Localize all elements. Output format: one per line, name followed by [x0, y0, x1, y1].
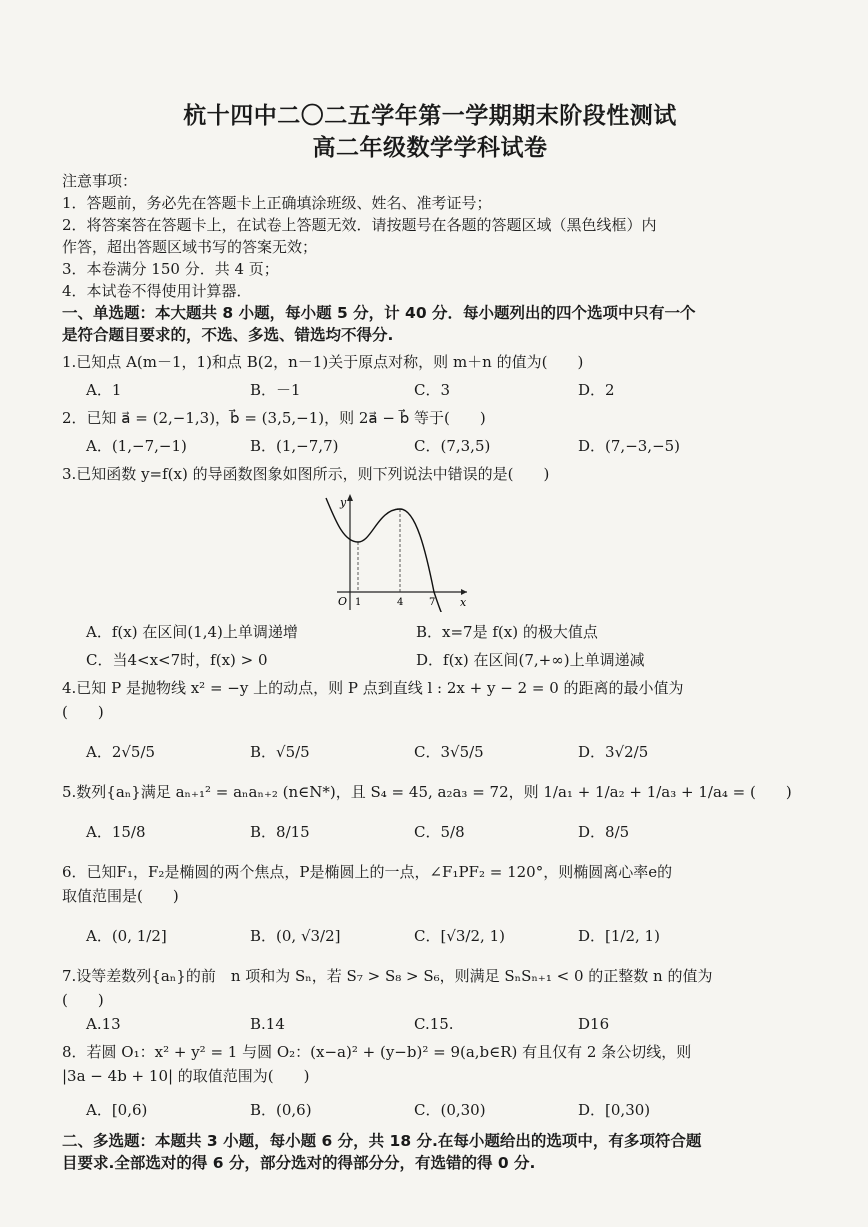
- option-a: A．15/8: [86, 823, 146, 841]
- options-row: [86, 620, 798, 644]
- question-7: [62, 964, 798, 1036]
- option-a: A．f(x) 在区间(1,4)上单调递增: [86, 623, 298, 641]
- question-6: [62, 860, 798, 960]
- exam-subtitle: 高二年级数学学科试卷: [312, 135, 548, 161]
- option-b: B．－1: [250, 381, 301, 399]
- question-8: [62, 1040, 798, 1122]
- option-d: D．[1/2, 1): [578, 927, 660, 945]
- origin-label: O: [338, 595, 348, 608]
- option-d: D．3√2/5: [578, 743, 649, 761]
- section2-block: [62, 1130, 798, 1174]
- option-c: C.15.: [414, 1015, 454, 1033]
- option-c: C．3√5/5: [414, 743, 484, 761]
- question-4: [62, 676, 798, 776]
- option-c: C．(7,3,5): [414, 437, 491, 455]
- options-row: [86, 912, 798, 960]
- option-d: D．2: [578, 381, 615, 399]
- option-b: B．√5/5: [250, 743, 310, 761]
- x-axis-arrow: [461, 589, 467, 595]
- question-stem-cont: |3a − 4b + 10| 的取值范围为( ): [62, 1067, 310, 1085]
- question-stem-cont: ( ): [62, 991, 104, 1009]
- note-item: 作答，超出答题区域书写的答案无效；: [62, 238, 318, 256]
- option-d: D．(7,−3,−5): [578, 437, 681, 455]
- derivative-graph-svg: [312, 492, 472, 612]
- options-row: [86, 648, 798, 672]
- option-a: A．(0, 1/2]: [86, 927, 167, 945]
- option-c: C．(0,30): [414, 1101, 486, 1119]
- question-stem: 8．若圆 O₁：x² + y² = 1 与圆 O₂：(x−a)² + (y−b)² = 9(a,b∈R) 有且仅有 2 条公切线，则: [62, 1043, 692, 1061]
- y-axis-label: y: [340, 496, 347, 509]
- option-b: B．(0,6): [250, 1101, 312, 1119]
- section2-heading: 二、多选题：本题共 3 小题，每小题 6 分，共 18 分.在每小题给出的选项中，有多项符合题: [62, 1132, 702, 1150]
- question-stem: 2．已知 a⃗ = (2,−1,3)，b⃗ = (3,5,−1)，则 2a⃗ − b⃗ 等于( ): [62, 409, 486, 427]
- question-stem: 4.已知 P 是抛物线 x² = −y 上的动点，则 P 点到直线 l : 2x + y − 2 = 0 的距离的最小值为: [62, 679, 684, 697]
- option-c: C．[√3/2, 1): [414, 927, 505, 945]
- question-stem: 5.数列{aₙ}满足 aₙ₊₁² = aₙaₙ₊₂ (n∈N*)，且 S₄ = 45, a₂a₃ = 72，则 1/a₁ + 1/a₂ + 1/a₃ + 1/a₄ = ( ): [62, 783, 792, 801]
- option-c: C．当4<x<7时，f(x) > 0: [86, 651, 268, 669]
- options-row: [86, 808, 798, 856]
- options-row: [86, 378, 798, 402]
- question-stem: 7.设等差数列{aₙ}的前 n 项和为 Sₙ，若 S₇ > S₈ > S₆，则满足 SₙSₙ₊₁ < 0 的正整数 n 的值为: [62, 967, 713, 985]
- section1-heading: 一、单选题：本大题共 8 小题，每小题 5 分，计 40 分．每小题列出的四个选项中只有一个: [62, 304, 696, 322]
- x-axis-label: x: [460, 596, 467, 609]
- option-a: A．(1,−7,−1): [86, 437, 187, 455]
- section1-heading-cont: 是符合题目要求的，不选、多选、错选均不得分.: [62, 326, 394, 344]
- question-stem: 3.已知函数 y=f(x) 的导函数图象如图所示，则下列说法中错误的是( ): [62, 465, 550, 483]
- question-stem-cont: ( ): [62, 703, 104, 721]
- options-row: [86, 1098, 798, 1122]
- option-d: D．[0,30): [578, 1101, 651, 1119]
- question-2: [62, 406, 798, 458]
- option-a: A．[0,6): [86, 1101, 148, 1119]
- exam-title: 杭十四中二〇二五学年第一学期期末阶段性测试: [183, 103, 677, 129]
- question-stem: 6．已知F₁，F₂是椭圆的两个焦点，P是椭圆上的一点，∠F₁PF₂ = 120°，则椭圆离心率e的: [62, 863, 673, 881]
- option-b: B．(0, √3/2]: [250, 927, 341, 945]
- option-c: C．3: [414, 381, 451, 399]
- note-item: 4．本试卷不得使用计算器．: [62, 282, 252, 300]
- question-3: [62, 462, 798, 672]
- question-1: [62, 350, 798, 402]
- note-item: 3．本卷满分 150 分．共 4 页；: [62, 260, 279, 278]
- options-row: [86, 728, 798, 776]
- option-d: D16: [578, 1015, 610, 1033]
- option-a: A.13: [86, 1015, 121, 1033]
- note-item: 2．将答案答在答题卡上，在试卷上答题无效．请按题号在各题的答题区域（黑色线框）内: [62, 216, 657, 234]
- option-b: B．(1,−7,7): [250, 437, 339, 455]
- question-stem-cont: 取值范围是( ): [62, 887, 179, 905]
- option-b: B.14: [250, 1015, 285, 1033]
- option-b: B．8/15: [250, 823, 310, 841]
- options-row: [86, 1012, 798, 1036]
- y-axis-arrow: [347, 494, 353, 501]
- notes-block: [62, 170, 798, 302]
- notes-heading: 注意事项：: [62, 172, 138, 190]
- tick-label-4: 4: [397, 597, 404, 608]
- option-d: D．f(x) 在区间(7,+∞)上单调递减: [416, 651, 645, 669]
- question-5: [62, 780, 798, 856]
- note-item: 1．答题前，务必先在答题卡上正确填涂班级、姓名、准考证号；: [62, 194, 492, 212]
- options-row: [86, 434, 798, 458]
- tick-label-1: 1: [355, 597, 362, 608]
- derivative-graph: [312, 492, 472, 612]
- option-d: D．8/5: [578, 823, 630, 841]
- tick-label-7: 7: [429, 597, 436, 608]
- option-b: B．x=7是 f(x) 的极大值点: [416, 623, 598, 641]
- option-c: C．5/8: [414, 823, 465, 841]
- option-a: A．1: [86, 381, 122, 399]
- section2-heading-cont: 目要求.全部选对的得 6 分，部分选对的得部分分，有选错的得 0 分.: [62, 1154, 536, 1172]
- question-stem: 1.已知点 A(m－1，1)和点 B(2，n－1)关于原点对称，则 m＋n 的值为( ): [62, 353, 584, 371]
- option-a: A．2√5/5: [86, 743, 156, 761]
